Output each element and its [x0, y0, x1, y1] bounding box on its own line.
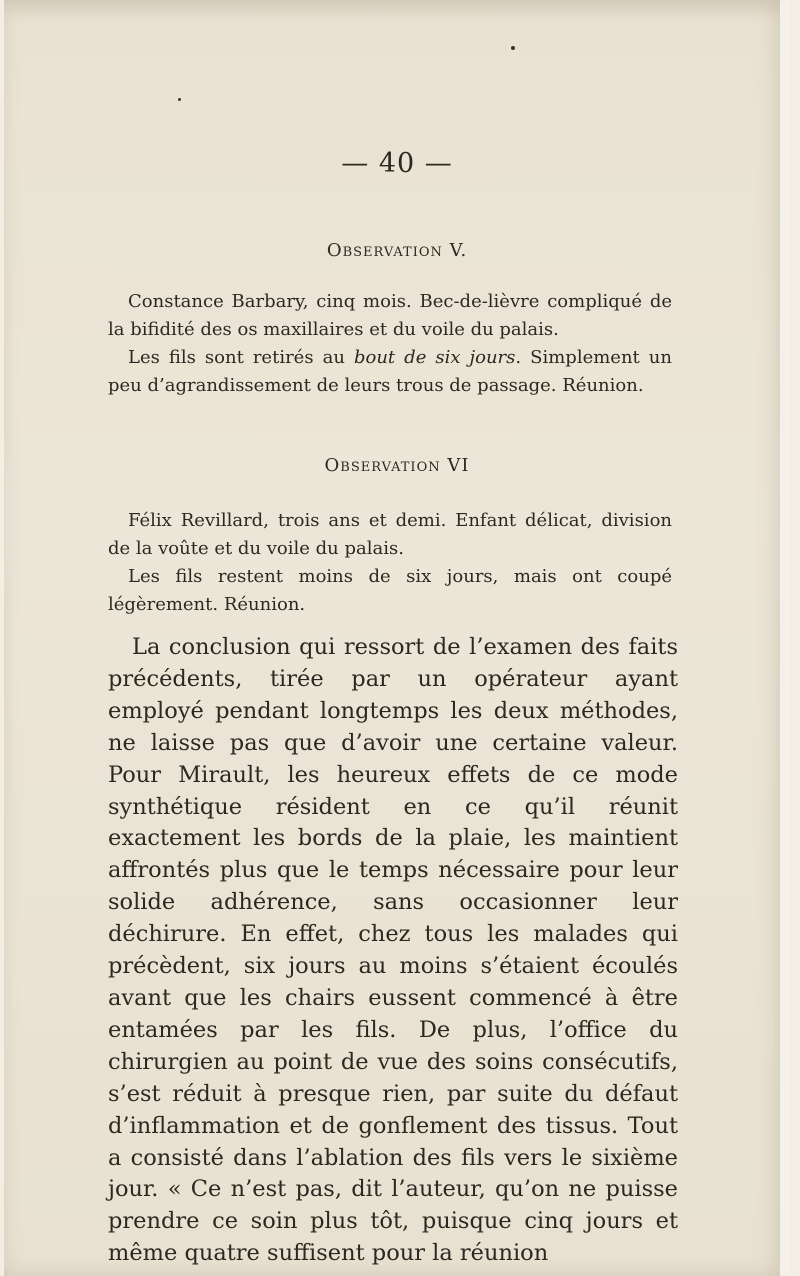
observation-vi-text	[108, 507, 672, 619]
observation-v-case: Constance Barbary, cinq mois. Bec-de-lièvre compliqué de la bifidité des os maxillaires et du voile du palais.	[108, 291, 672, 340]
observation-vi-case: Félix Revillard, trois ans et demi. Enfant délicat, division de la voûte et du voile du palais.	[108, 510, 672, 559]
ink-speck	[178, 98, 181, 101]
main-text	[108, 632, 678, 1270]
page-edge	[780, 0, 790, 1276]
ink-speck	[511, 46, 515, 50]
book-page	[4, 0, 790, 1276]
observation-v-text	[108, 288, 672, 400]
observation-v-heading: Observation V.	[326, 240, 468, 261]
observation-v-result-emphasis: bout de six jours	[353, 347, 516, 368]
conclusion-paragraph: La conclusion qui ressort de l’examen des faits précédents, tirée par un opérateur ayant employé pendant longtemps les deux méthodes, ne laisse pas que d’avoir une certaine valeur. Pour Mirault, les heureux effets de ce mode synthétique résident en ce qu’il réunit exactement les bords de la plaie, les maintient affrontés plus que le temps nécessaire pour leur solide adhérence, sans occasionner leur déchirure. En effet, chez tous les malades qui précèdent, six jours au moins s’étaient écoulés avant que les chairs eussent commencé à être entamées par les fils. De plus, l’office du chirurgien au point de vue des soins consécutifs, s’est réduit à presque rien, par suite du défaut d’inflammation et de gonflement des tissus. Tout a consisté dans l’ablation des fils vers le sixième jour. « Ce n’est pas, dit l’auteur, qu’on ne puisse prendre ce soin plus tôt, puisque cinq jours et même quatre suffisent pour la réunion	[108, 634, 678, 1267]
observation-vi-heading: Observation VI	[324, 455, 470, 476]
observation-v-result	[108, 344, 672, 400]
page-number: — 40 —	[341, 148, 453, 179]
observation-vi-result: Les fils restent moins de six jours, mais ont coupé légèrement. Réunion.	[108, 566, 672, 615]
observation-v-result-start: Les fils sont retirés au	[128, 347, 354, 368]
observation-v-result-end: . Simplement un peu d’agrandissement de leurs trous de passage. Réunion.	[108, 347, 672, 396]
